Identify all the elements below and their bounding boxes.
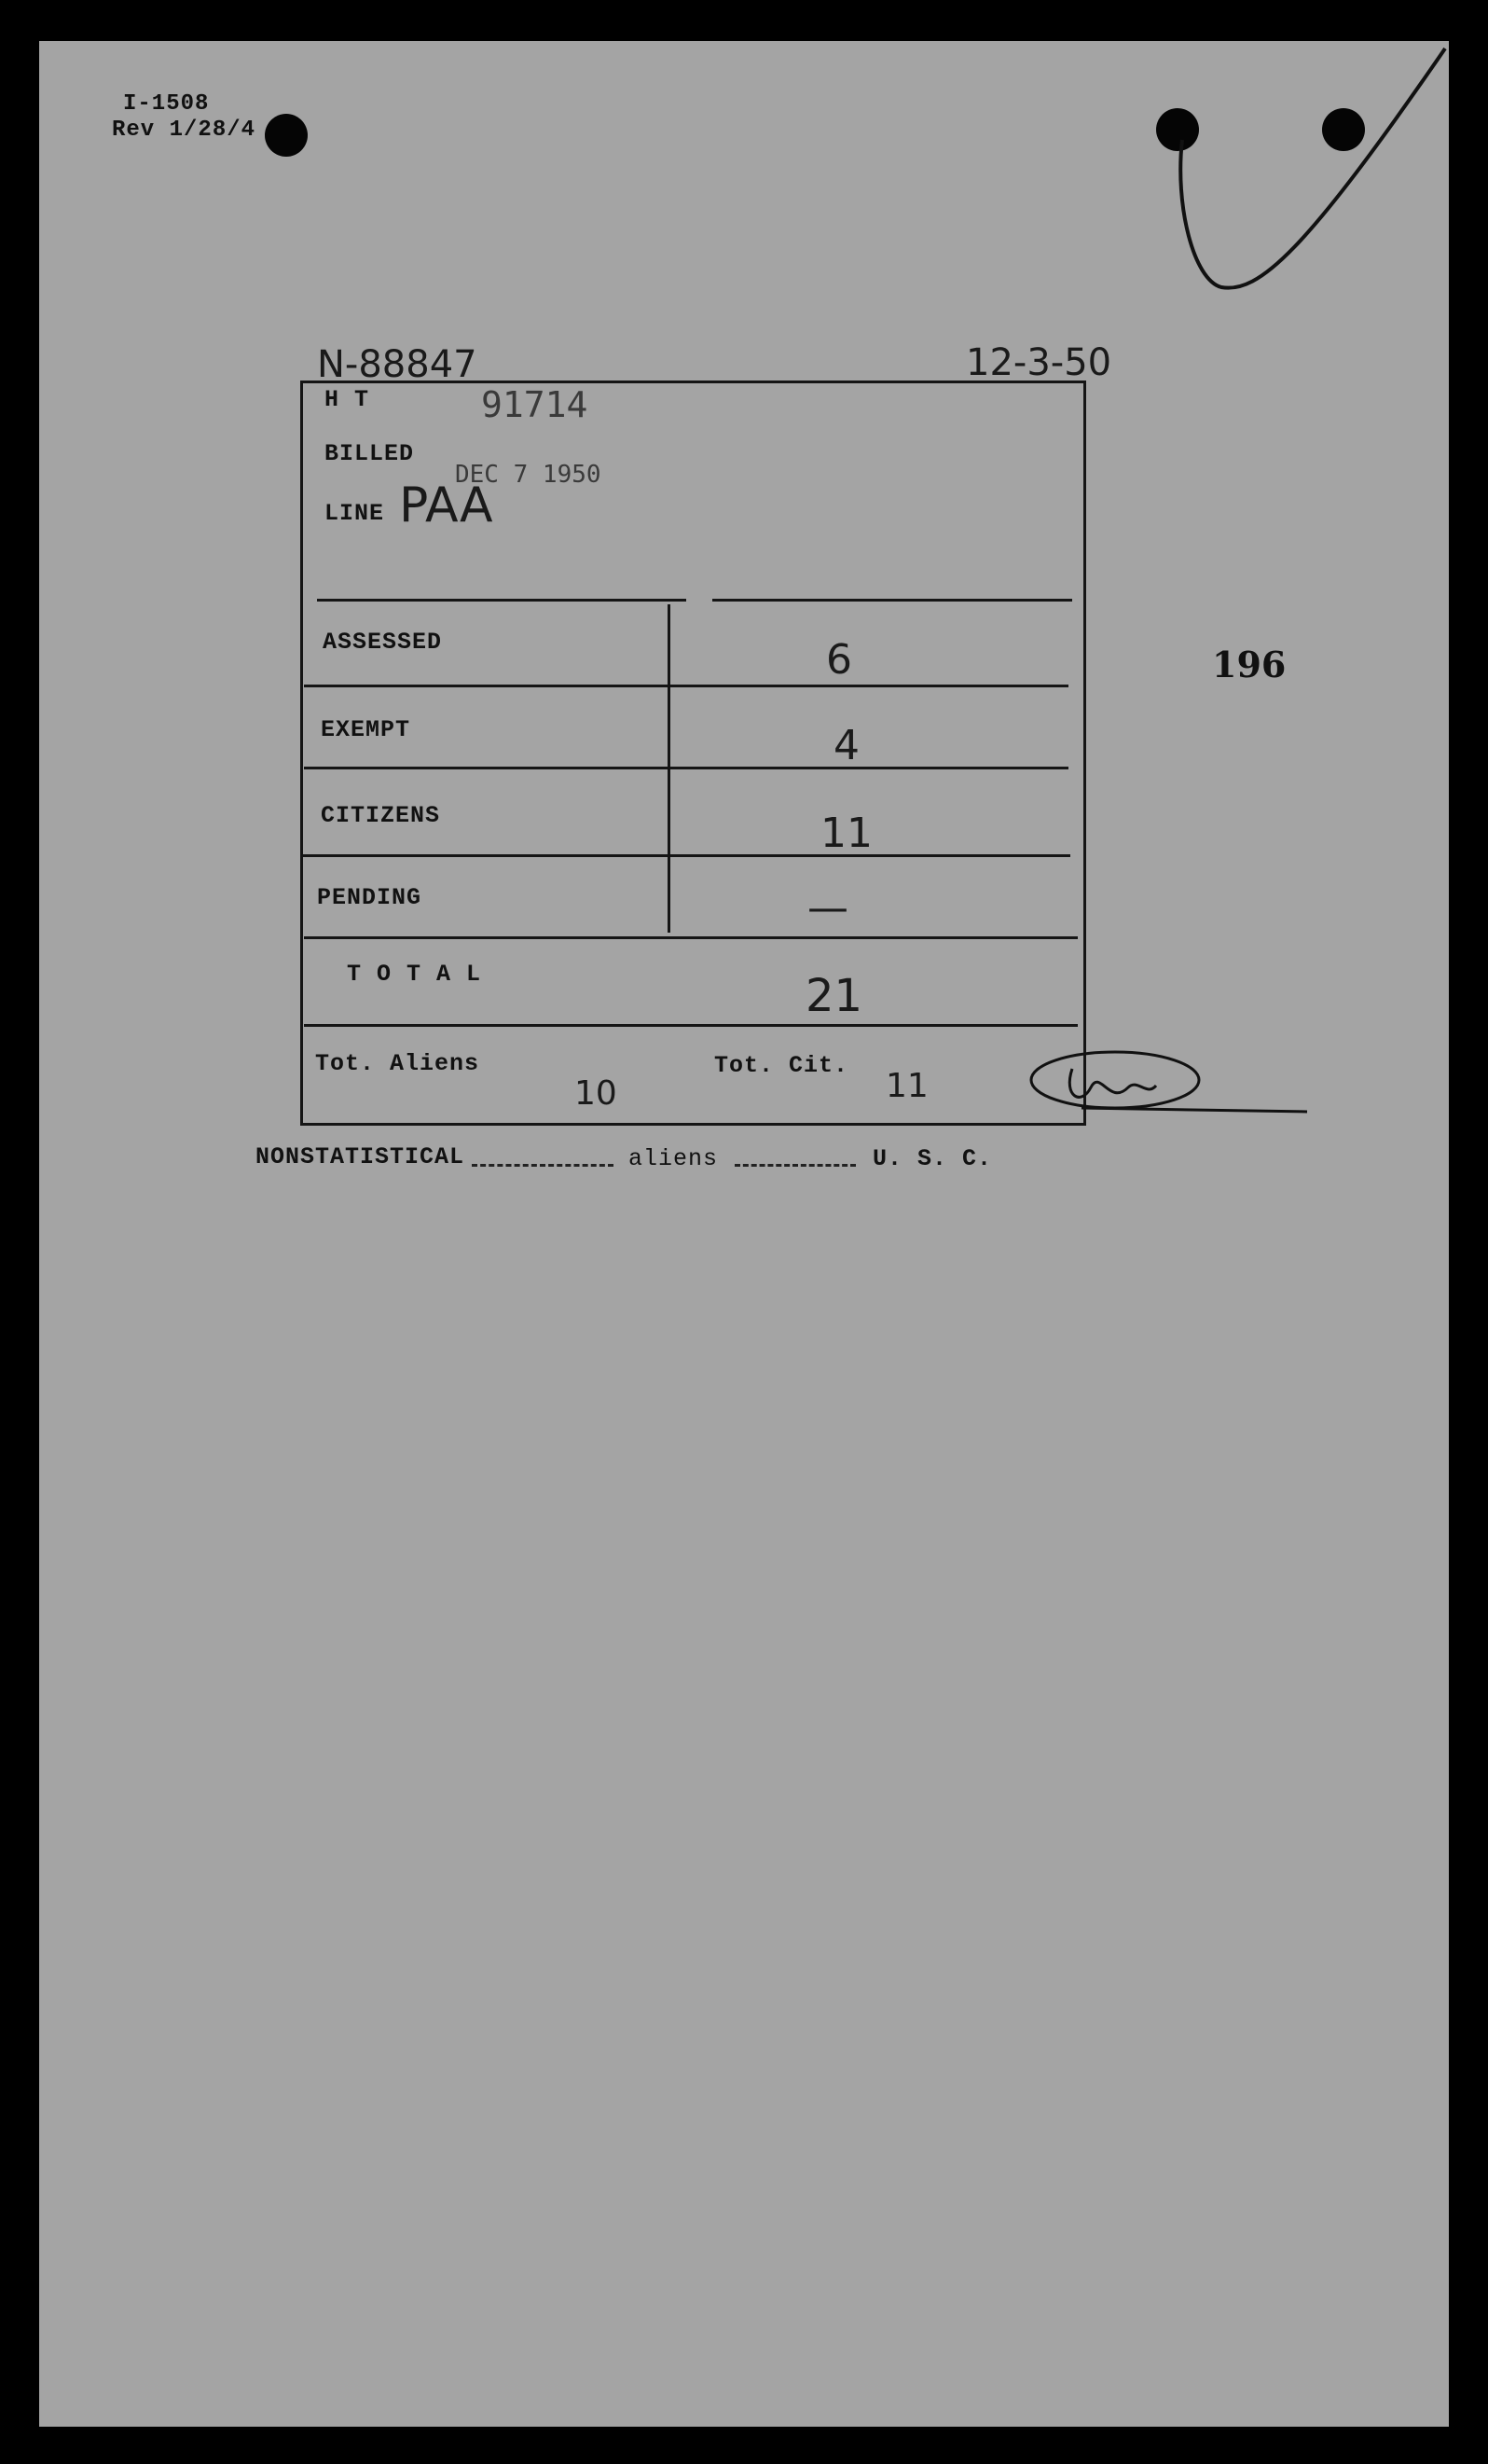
line-value: PAA [399,478,493,533]
tot-cit-value: 11 [886,1067,929,1105]
row-divider [300,854,1070,857]
handwritten-date: 12-3-50 [966,341,1112,384]
punch-hole-left [265,114,308,157]
row-divider [304,936,1078,939]
line-label: LINE [324,500,385,527]
page-number: 196 [1212,644,1287,685]
billed-date-stamp: DEC 7 1950 [455,461,601,489]
assessed-label: ASSESSED [323,629,443,656]
aliens-label: aliens [628,1145,719,1172]
exempt-label: EXEMPT [321,716,411,743]
total-value: 21 [806,970,863,1022]
tot-aliens-value: 10 [574,1074,617,1113]
manifest-number: N-88847 [317,343,477,386]
form-number: I-1508 [123,91,210,117]
tot-aliens-label: Tot. Aliens [315,1050,480,1077]
billed-label: BILLED [324,440,415,467]
ht-label: H T [324,386,370,413]
row-divider [304,767,1068,769]
tot-cit-label: Tot. Cit. [714,1052,849,1079]
usc-label: U. S. C. [873,1145,993,1172]
nonstat-blank [472,1164,613,1167]
ht-number: 91714 [481,384,588,425]
form-revision: Rev 1/28/4 [112,118,256,143]
total-label: T O T A L [347,961,482,988]
row-divider [304,1024,1078,1027]
pending-label: PENDING [317,884,422,911]
pending-value: — [807,884,848,932]
citizens-label: CITIZENS [321,802,441,829]
row-divider [304,685,1068,687]
aliens-blank [735,1164,856,1167]
divider [317,599,686,602]
check-mark-icon [1165,37,1454,298]
nonstatistical-label: NONSTATISTICAL [255,1143,465,1170]
inspector-signature [1026,1041,1311,1125]
divider [712,599,1072,602]
assessed-value: 6 [826,636,852,684]
exempt-value: 4 [834,722,860,769]
citizens-value: 11 [820,810,873,857]
